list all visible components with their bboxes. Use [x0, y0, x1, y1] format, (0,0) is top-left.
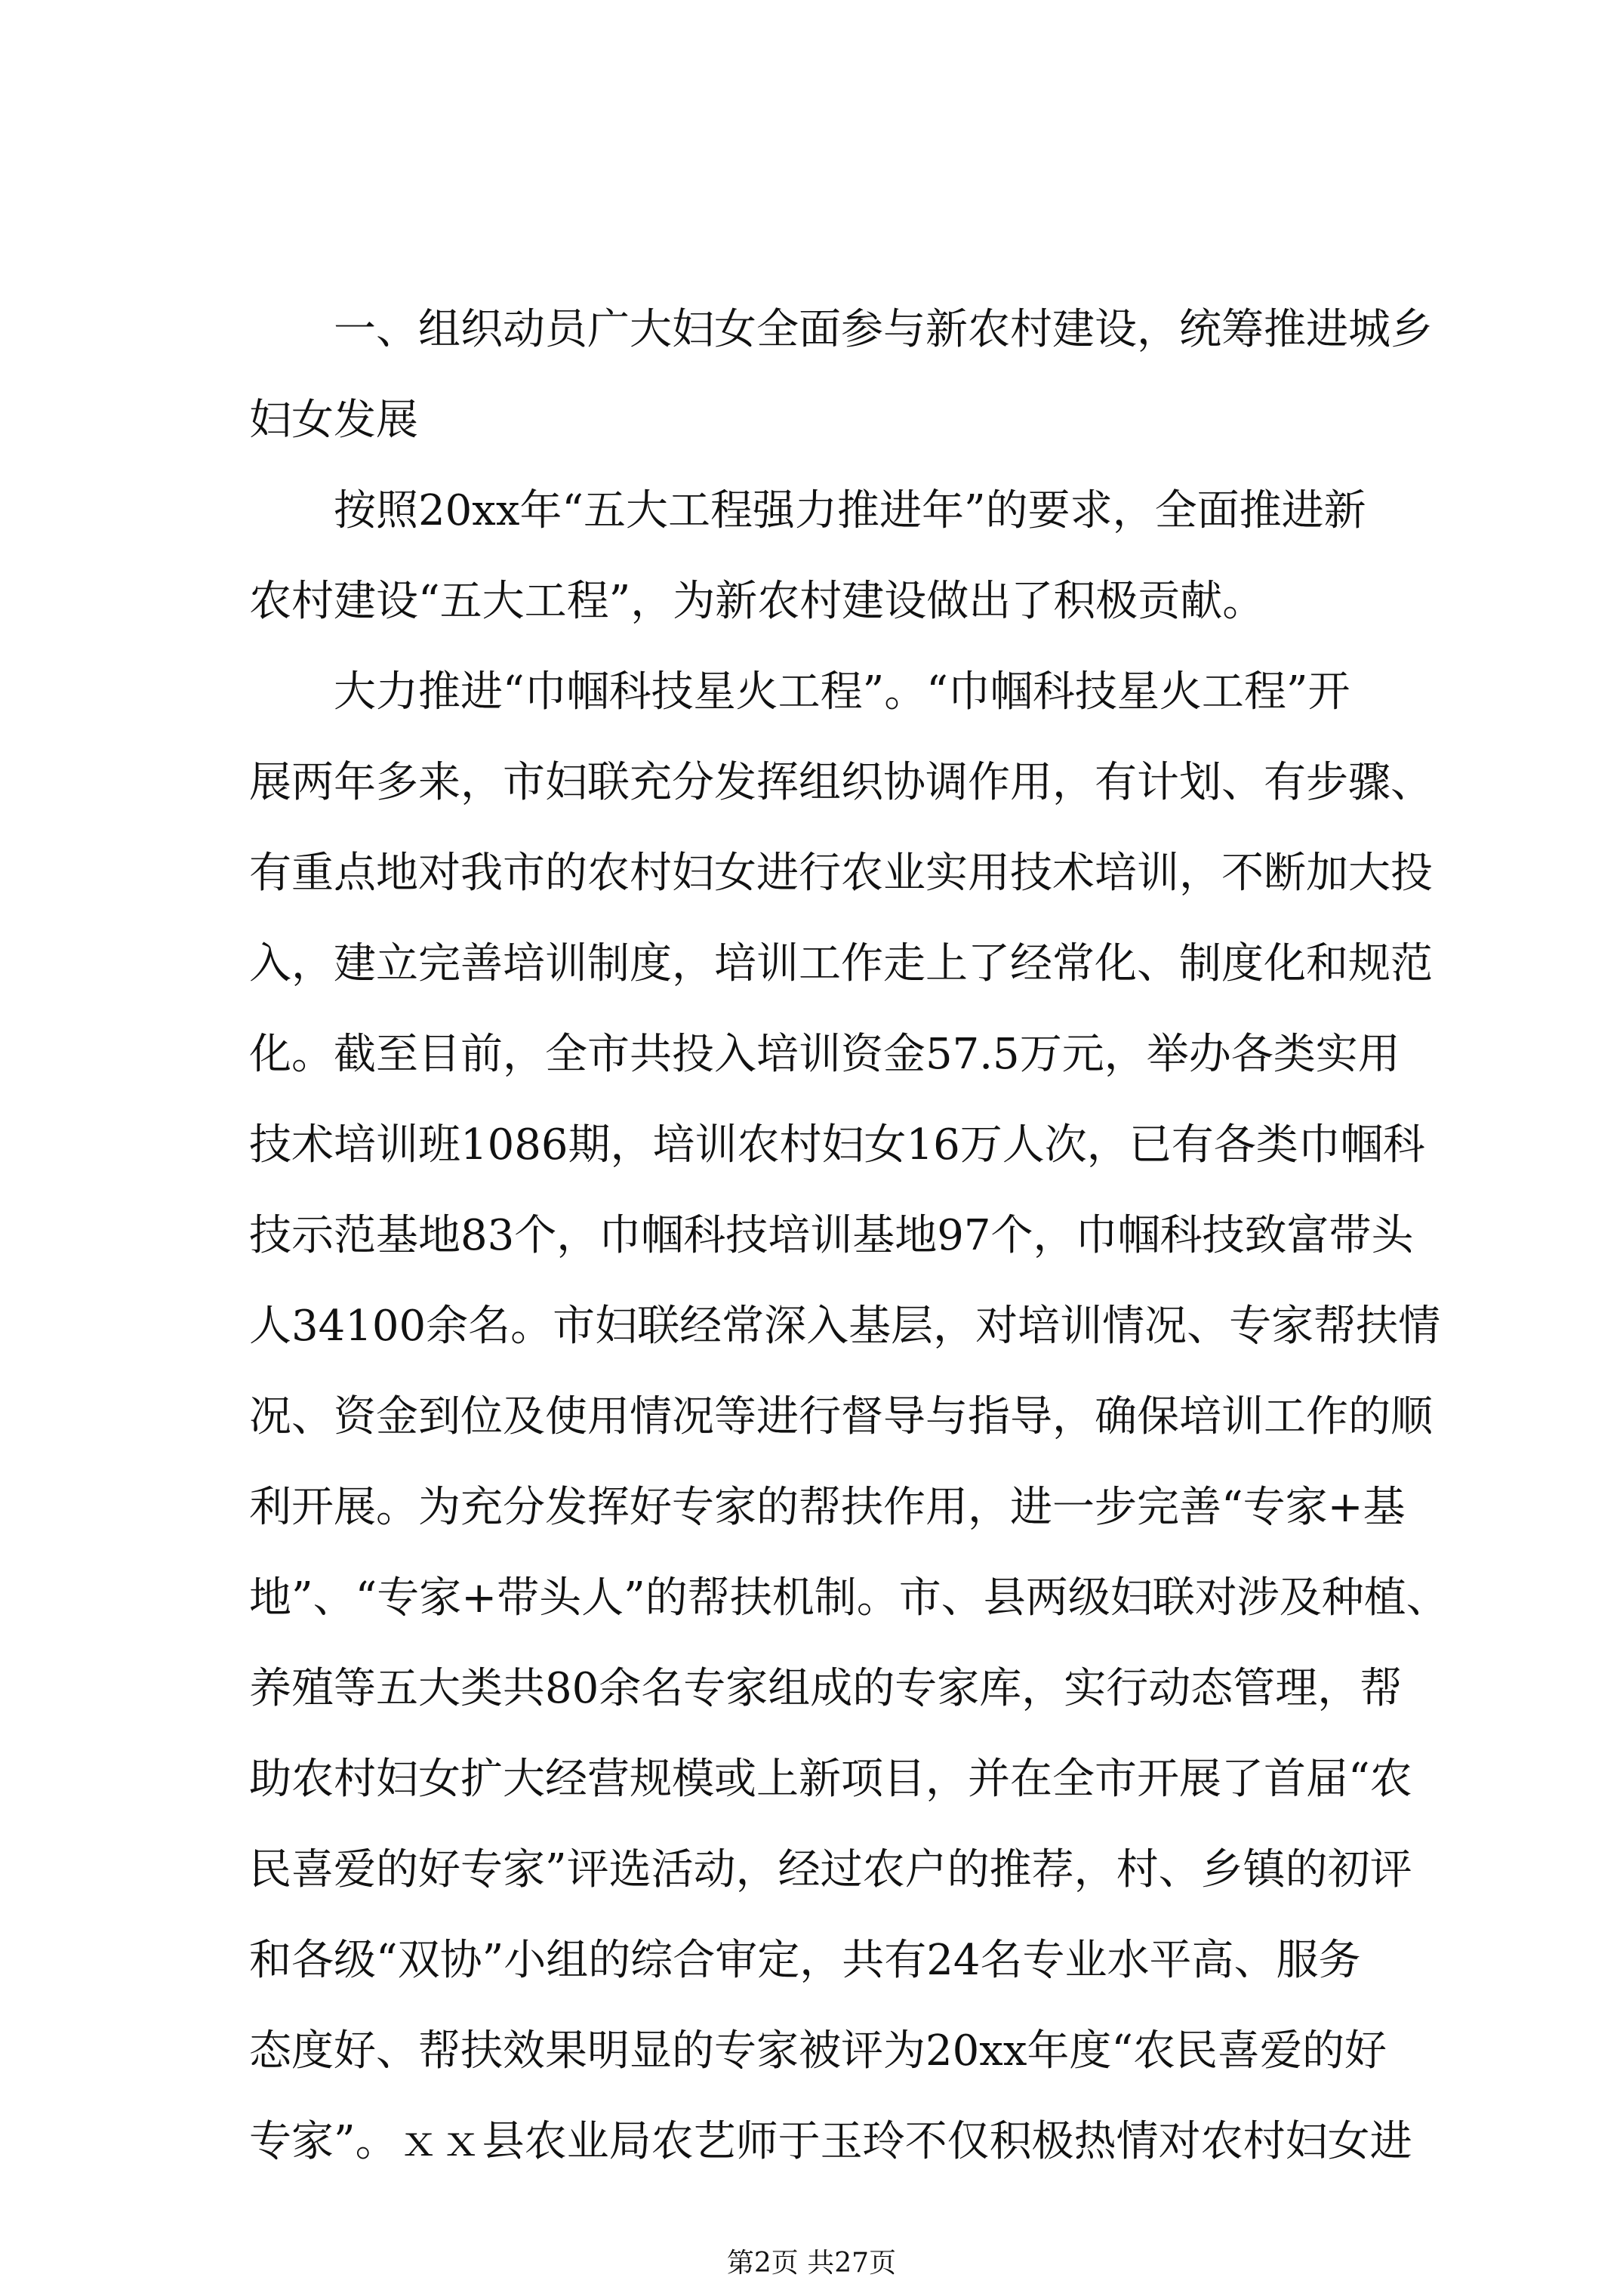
paragraph-line: 展两年多来，市妇联充分发挥组织协调作用，有计划、有步骤、 — [249, 758, 1433, 807]
paragraph-line: 助农村妇女扩大经营规模或上新项目，并在全市开展了首届“农 — [249, 1755, 1412, 1804]
paragraph-line: 有重点地对我市的农村妇女进行农业实用技术培训，不断加大投 — [249, 849, 1433, 898]
heading-line-2: 妇女发展 — [249, 396, 418, 445]
paragraph-line: 入，建立完善培训制度，培训工作走上了经常化、制度化和规范 — [249, 939, 1433, 988]
paragraph-line: 按照20xx年“五大工程强力推进年”的要求，全面推进新 — [249, 486, 1366, 535]
paragraph-line: 养殖等五大类共80余名专家组成的专家库，实行动态管理，帮 — [249, 1664, 1403, 1713]
paragraph-line: 民喜爱的好专家”评选活动，经过农户的推荐，村、乡镇的初评 — [249, 1845, 1412, 1894]
paragraph-line: 态度好、帮扶效果明显的专家被评为20xx年度“农民喜爱的好 — [249, 2026, 1387, 2076]
paragraph-line: 技示范基地83个，巾帼科技培训基地97个，巾帼科技致富带头 — [249, 1211, 1414, 1260]
heading-line-1: 一、组织动员广大妇女全面参与新农村建设，统筹推进城乡 — [249, 305, 1433, 354]
page-number-footer: 第2页 共27页 — [726, 2248, 897, 2279]
paragraph-line: 大力推进“巾帼科技星火工程”。“巾帼科技星火工程”开 — [249, 667, 1350, 717]
paragraph-line: 技术培训班1086期，培训农村妇女16万人次，已有各类巾帼科 — [249, 1120, 1425, 1170]
paragraph-line: 专家”。ｘｘ县农业局农艺师于玉玲不仅积极热情对农村妇女进 — [249, 2117, 1412, 2166]
paragraph-line: 人34100余名。市妇联经常深入基层，对培训情况、专家帮扶情 — [249, 1302, 1441, 1351]
paragraph-line: 化。截至目前，全市共投入培训资金57.5万元，举办各类实用 — [249, 1030, 1400, 1079]
paragraph-line: 地”、“专家+带头人”的帮扶机制。市、县两级妇联对涉及种植、 — [249, 1573, 1449, 1623]
paragraph-line: 农村建设“五大工程”，为新农村建设做出了积极贡献。 — [249, 577, 1265, 626]
paragraph-line: 况、资金到位及使用情况等进行督导与指导，确保培训工作的顺 — [249, 1392, 1433, 1441]
paragraph-line: 利开展。为充分发挥好专家的帮扶作用，进一步完善“专家+基 — [249, 1483, 1406, 1532]
paragraph-line: 和各级“双协”小组的综合审定，共有24名专业水平高、服务 — [249, 1936, 1361, 1985]
